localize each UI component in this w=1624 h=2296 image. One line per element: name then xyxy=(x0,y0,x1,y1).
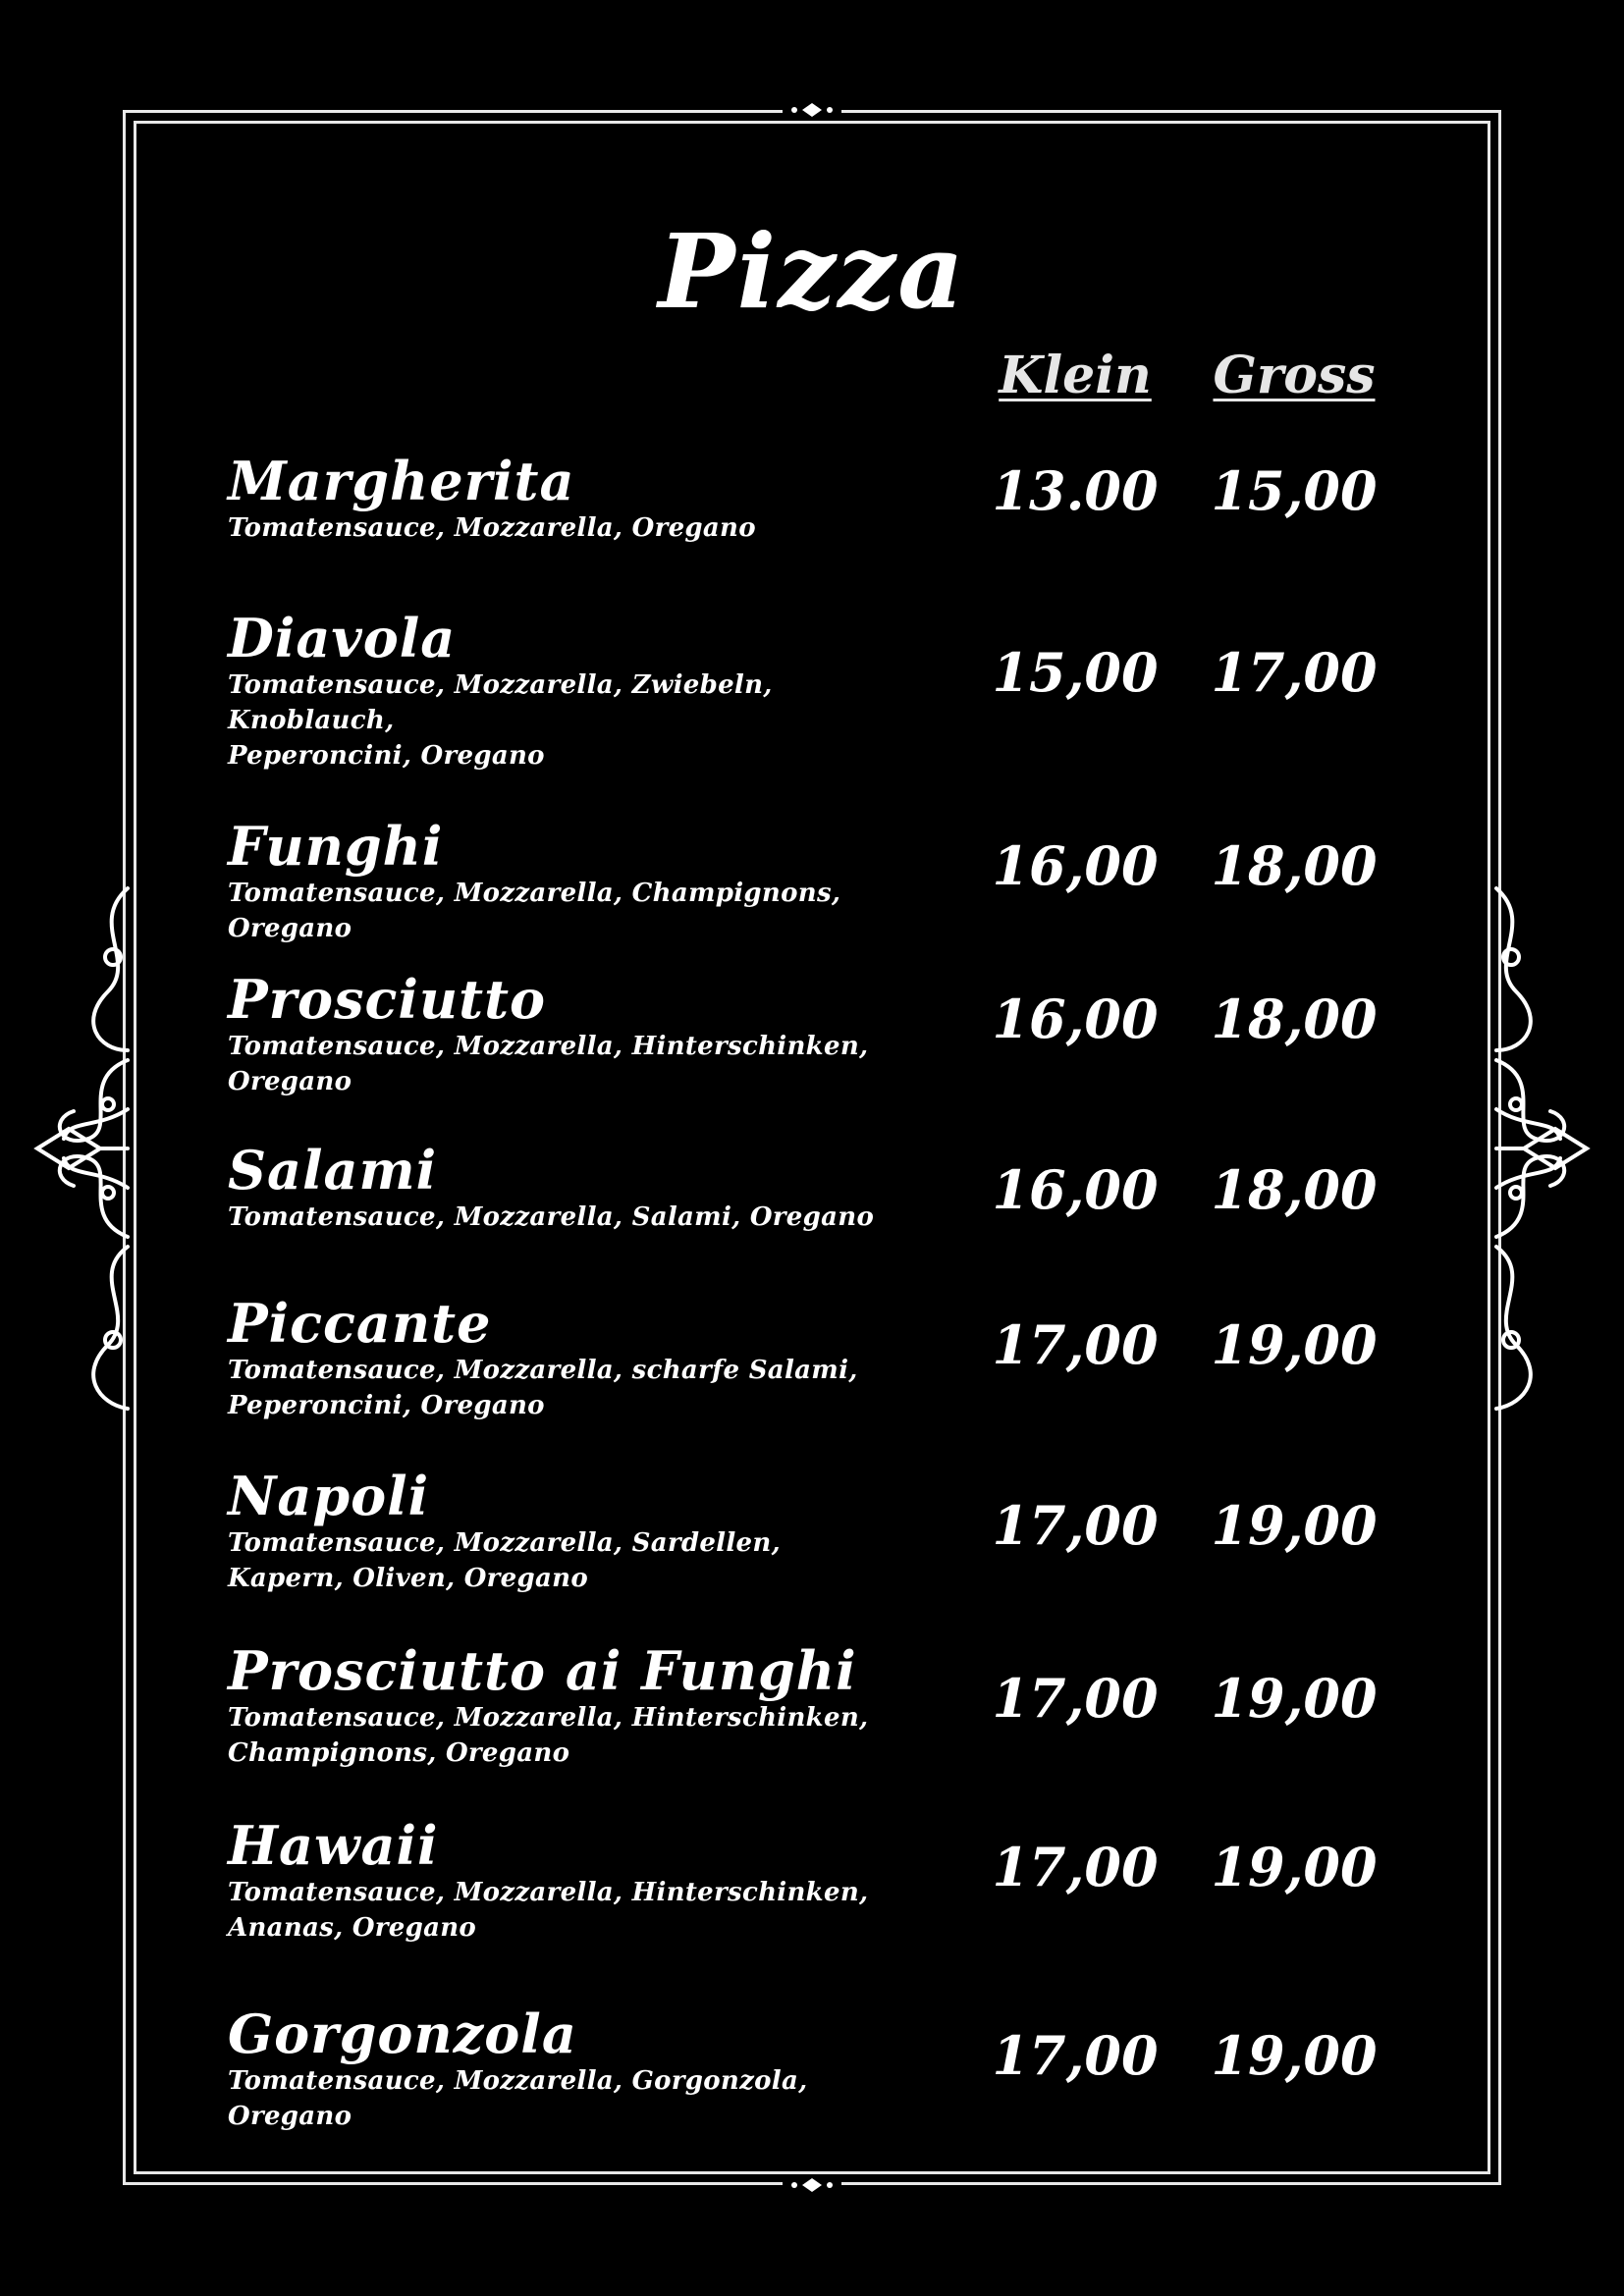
menu-item xyxy=(228,1467,895,1596)
item-description: Tomatensauce, Mozzarella, Zwiebeln, Knoblauch, Peperoncini, Oregano xyxy=(228,670,773,771)
menu-item xyxy=(228,970,895,1099)
item-price-small: 17,00 xyxy=(992,1667,1159,1730)
item-price-large: 19,00 xyxy=(1211,1313,1378,1376)
column-header-small: Klein xyxy=(999,346,1152,405)
item-price-small: 16,00 xyxy=(992,834,1159,897)
bottom-diamond-icon xyxy=(783,2175,841,2195)
item-name: Hawaii xyxy=(228,1814,439,1877)
item-price-large: 19,00 xyxy=(1211,1836,1378,1898)
item-description: Tomatensauce, Mozzarella, Oregano xyxy=(228,513,756,543)
item-description: Tomatensauce, Mozzarella, scharfe Salami, Peperoncini, Oregano xyxy=(228,1356,858,1420)
item-name: Prosciutto ai Funghi xyxy=(228,1639,857,1702)
item-price-small: 15,00 xyxy=(992,641,1159,704)
item-price-large: 19,00 xyxy=(1211,1667,1378,1730)
item-price-small: 17,00 xyxy=(992,1313,1159,1376)
item-price-large: 15,00 xyxy=(1211,459,1378,522)
item-price-large: 18,00 xyxy=(1211,834,1378,897)
item-name: Gorgonzola xyxy=(228,2002,577,2065)
right-scroll-flourish-icon xyxy=(1487,883,1595,1414)
column-header-large: Gross xyxy=(1213,346,1376,405)
left-scroll-flourish-icon xyxy=(29,883,137,1414)
menu-item xyxy=(228,1141,895,1235)
item-name: Funghi xyxy=(228,815,444,878)
item-name: Prosciutto xyxy=(228,968,547,1031)
item-description: Tomatensauce, Mozzarella, Champignons, Oregano xyxy=(228,879,841,943)
top-diamond-icon xyxy=(783,100,841,120)
item-price-large: 18,00 xyxy=(1211,1158,1378,1221)
item-description: Tomatensauce, Mozzarella, Hinterschinken, Oregano xyxy=(228,1032,869,1096)
menu-item xyxy=(228,817,895,946)
item-price-small: 17,00 xyxy=(992,2024,1159,2087)
menu-item xyxy=(228,609,895,774)
item-price-large: 17,00 xyxy=(1211,641,1378,704)
item-price-large: 18,00 xyxy=(1211,988,1378,1050)
menu-item xyxy=(228,2004,895,2134)
item-description: Tomatensauce, Mozzarella, Sardellen, Kapern, Oliven, Oregano xyxy=(228,1528,781,1593)
item-price-large: 19,00 xyxy=(1211,2024,1378,2087)
item-name: Diavola xyxy=(228,607,457,669)
item-description: Tomatensauce, Mozzarella, Gorgonzola, Oregano xyxy=(228,2066,808,2131)
item-name: Salami xyxy=(228,1139,438,1201)
menu-item xyxy=(228,1641,895,1771)
menu-item xyxy=(228,452,895,546)
item-price-small: 13.00 xyxy=(992,459,1159,522)
item-price-large: 19,00 xyxy=(1211,1494,1378,1557)
item-name: Piccante xyxy=(228,1292,492,1355)
item-description: Tomatensauce, Mozzarella, Hinterschinken, Champignons, Oregano xyxy=(228,1703,869,1768)
item-price-small: 16,00 xyxy=(992,1158,1159,1221)
item-price-small: 16,00 xyxy=(992,988,1159,1050)
item-name: Margherita xyxy=(228,450,575,512)
item-price-small: 17,00 xyxy=(992,1836,1159,1898)
item-description: Tomatensauce, Mozzarella, Salami, Oregano xyxy=(228,1202,875,1232)
menu-item xyxy=(228,1816,895,1946)
item-name: Napoli xyxy=(228,1465,430,1527)
item-description: Tomatensauce, Mozzarella, Hinterschinken, Ananas, Oregano xyxy=(228,1878,869,1943)
menu-item xyxy=(228,1294,895,1423)
menu-title: Pizza xyxy=(658,211,966,332)
item-price-small: 17,00 xyxy=(992,1494,1159,1557)
